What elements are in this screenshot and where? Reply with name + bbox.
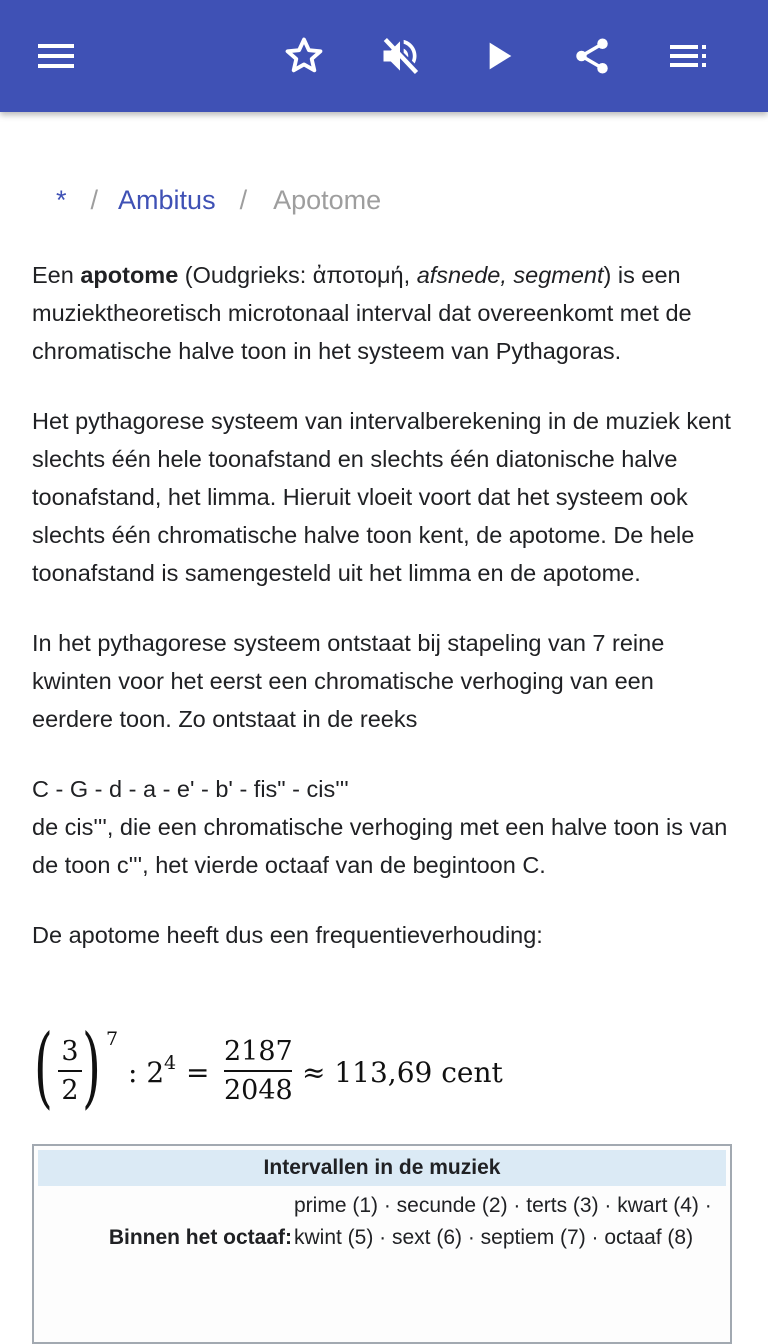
intro-prefix: Een xyxy=(32,262,81,288)
intro-gloss: afsnede, segment xyxy=(416,262,604,288)
paragraph-fifths: In het pythagorese systeem ontstaat bij stapeling van 7 reine kwinten voor het eerst een chromatische verhoging van een eerdere toon. Zo ontstaat in de reeks xyxy=(32,630,665,732)
breadcrumb-parent-link[interactable]: Ambitus xyxy=(118,185,216,215)
play-icon xyxy=(478,36,518,76)
breadcrumb-root-link[interactable]: * xyxy=(56,185,67,215)
inner-fraction xyxy=(58,1036,82,1106)
bookmark-button[interactable] xyxy=(272,24,336,88)
equals-sign: = xyxy=(186,1056,210,1089)
breadcrumb-current: Apotome xyxy=(273,185,382,215)
divisor-exponent: 4 xyxy=(164,1052,177,1074)
divisor-base: : 2 xyxy=(128,1056,165,1089)
cent-approximation: ≈ 113,69 cent xyxy=(302,1056,503,1089)
note-series: C - G - d - a - e' - b' - fis" - cis''' xyxy=(32,776,349,802)
inner-denominator: 2 xyxy=(61,1075,79,1106)
navbox-group-label: Binnen het octaaf: xyxy=(108,1226,292,1249)
open-paren: ( xyxy=(34,1015,53,1118)
app-bar xyxy=(0,0,768,112)
toc-button[interactable] xyxy=(656,24,720,88)
intro-rest: ) is een muziektheoretisch microtonaal interval dat overeenkomt met de chromatische halve toon in het systeem van Pythagoras. xyxy=(32,262,692,364)
outer-exponent: 7 xyxy=(106,1028,119,1050)
intervals-navbox xyxy=(32,1144,732,1344)
play-button[interactable] xyxy=(466,24,530,88)
volume-off-icon xyxy=(378,34,422,78)
result-denominator: 2048 xyxy=(224,1075,293,1106)
inner-numerator: 3 xyxy=(61,1036,79,1067)
article-body xyxy=(32,256,740,986)
hamburger-menu-icon xyxy=(36,36,76,76)
paragraph-series xyxy=(32,770,740,884)
menu-button[interactable] xyxy=(24,24,88,88)
close-paren: ) xyxy=(82,1015,101,1118)
series-explanation: de cis''', die een chromatische verhoging met een halve toon is van de toon c''', het vierde octaaf van de begintoon C. xyxy=(32,814,728,878)
breadcrumb-separator: / xyxy=(90,185,99,215)
paragraph-ratio: De apotome heeft dus een frequentieverhouding: xyxy=(32,922,543,948)
paragraph-system: Het pythagorese systeem van intervalberekening in de muziek kent slechts één hele toonafstand en slechts één diatonische halve toonafstand, het limma. Hieruit vloeit voort dat het systeem ook slechts één chromatische halve toon kent, de apotome. De hele toonafstand is samengesteld uit het limma en de apotome. xyxy=(32,408,731,586)
share-button[interactable] xyxy=(560,24,624,88)
ratio-formula xyxy=(34,1015,734,1118)
intro-paragraph xyxy=(32,256,740,370)
intro-etymology: (Oudgrieks: ἀποτομή, xyxy=(178,262,417,288)
table-of-contents-icon xyxy=(668,36,708,76)
breadcrumb-separator: / xyxy=(239,185,248,215)
share-icon xyxy=(571,35,613,77)
navbox-interval-list[interactable]: prime (1) · secunde (2) · terts (3) · kwart (4) · kwint (5) · sext (6) · septiem (7) · octaaf (8) xyxy=(294,1194,712,1249)
result-numerator: 2187 xyxy=(224,1036,293,1067)
breadcrumb xyxy=(56,180,381,220)
star-outline-icon xyxy=(283,35,325,77)
result-fraction xyxy=(224,1036,292,1106)
navbox-title[interactable]: Intervallen in de muziek xyxy=(38,1150,726,1186)
article-term: apotome xyxy=(80,262,179,288)
mute-button[interactable] xyxy=(368,24,432,88)
